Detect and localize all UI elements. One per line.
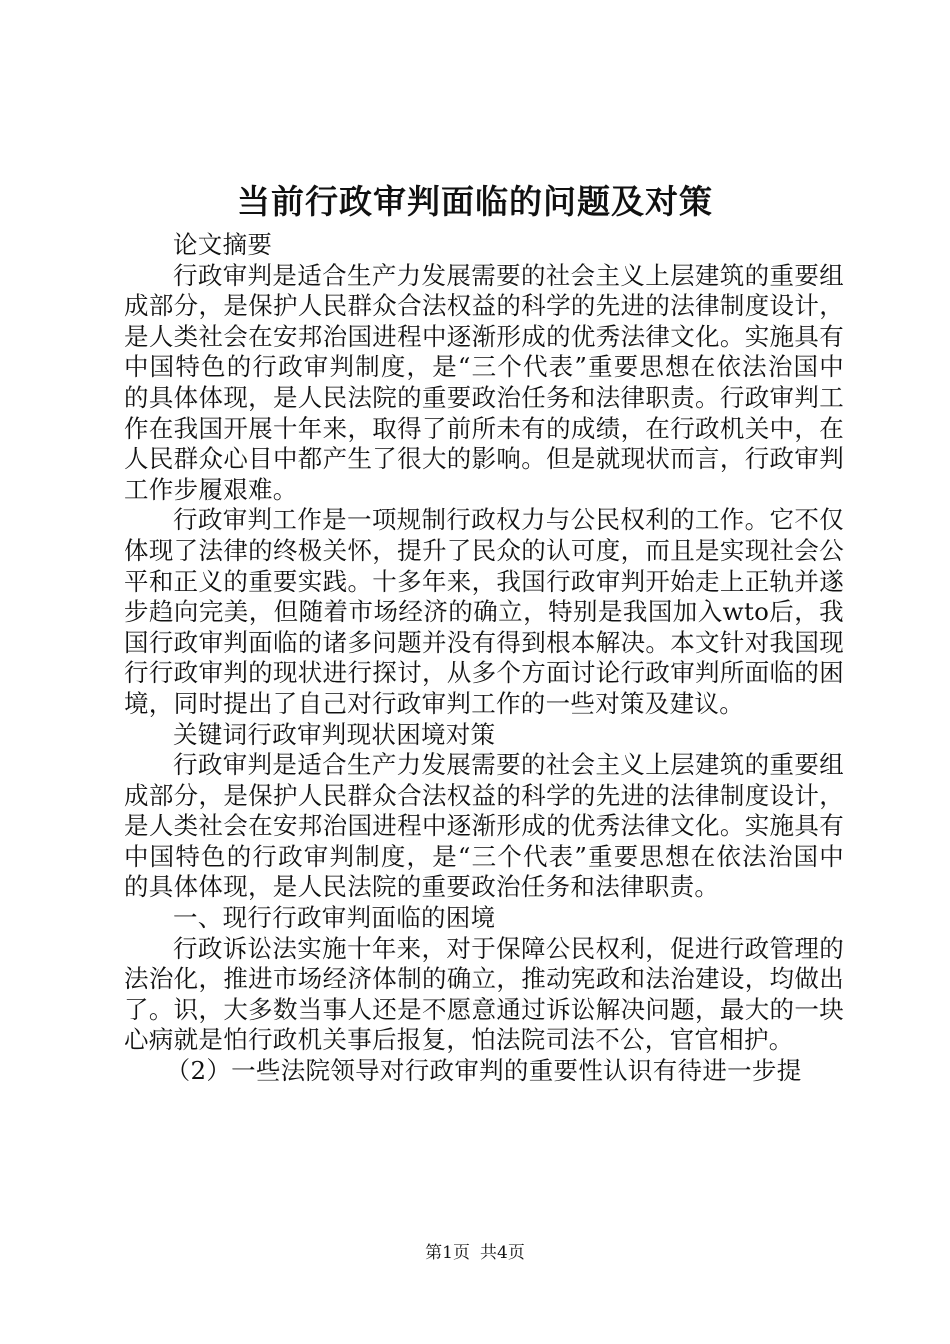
abstract-paragraph-1: 行政审判是适合生产力发展需要的社会主义上层建筑的重要组成部分，是保护人民群众合法权益的科学的先进的法律制度设计，是人类社会在安邦治国进程中逐渐形成的优秀法律文化。实施具有中国特色的行政审判制度，是“三个代表”重要思想在依法治国中的具体体现，是人民法院的重要政治任务和法律职责。行政审判工作在我国开展十年来，取得了前所未有的成绩，在行政机关中，在人民群众心目中都产生了很大的影响。但是就现状而言，行政审判工作步履艰难。 xyxy=(124,260,844,504)
page-total: 共4页 xyxy=(480,1243,525,1263)
abstract-heading: 论文摘要 xyxy=(173,230,273,259)
abstract-paragraph-2: 行政审判工作是一项规制行政权力与公民权利的工作。它不仅体现了法律的终极关怀，提升了民众的认可度，而且是实现社会公平和正义的重要实践。十多年来，我国行政审判开始走上正轨并遂步趋向完美，但随着市场经济的确立，特别是我国加入wto后，我国行政审判面临的诸多问题并没有得到根本解决。本文针对我国现行行政审判的现状进行探讨，从多个方面讨论行政审判所面临的困境，同时提出了自己对行政审判工作的一些对策及建议。 xyxy=(124,505,844,718)
section-heading-1: 一、现行行政审判面临的困境 xyxy=(173,903,496,933)
intro-paragraph: 行政审判是适合生产力发展需要的社会主义上层建筑的重要组成部分，是保护人民群众合法权益的科学的先进的法律制度设计，是人类社会在安邦治国进程中逐渐形成的优秀法律文化。实施具有中国特色的行政审判制度，是“三个代表”重要思想在依法治国中的具体体现，是人民法院的重要政治任务和法律职责。 xyxy=(124,750,844,902)
section-1-paragraph: 行政诉讼法实施十年来，对于保障公民权利，促进行政管理的法治化，推进市场经济体制的确立，推动宪政和法治建设，均做出了。识，大多数当事人还是不愿意通过诉讼解决问题，最大的一块心病就是怕行政机关事后报复，怕法院司法不公，官官相护。 xyxy=(124,933,844,1055)
section-1-item-2: （2）一些法院领导对行政审判的重要性认识有待进一步提 xyxy=(165,1056,802,1086)
page-title: 当前行政审判面临的问题及对策 xyxy=(237,182,713,221)
page-footer xyxy=(0,1241,950,1265)
document-body xyxy=(124,230,844,1087)
page-number: 第1页 xyxy=(425,1243,470,1263)
keywords-line: 关键词行政审判现状困境对策 xyxy=(173,719,496,749)
